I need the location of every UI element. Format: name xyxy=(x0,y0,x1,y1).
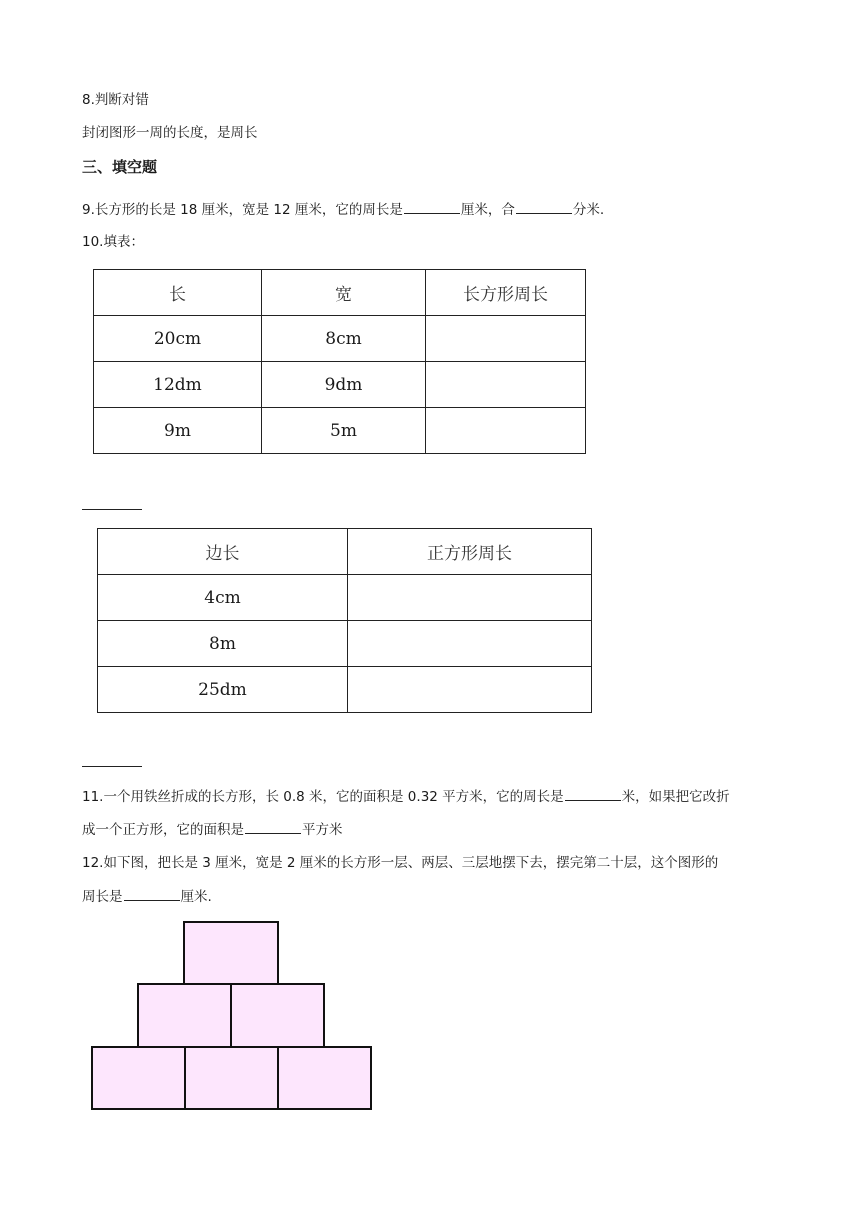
question-9-text-c: 分米. xyxy=(572,202,605,218)
table-header: 长方形周长 xyxy=(426,270,586,316)
question-11-text-c: 成一个正方形，它的面积是 xyxy=(82,822,244,838)
question-11-line-2 xyxy=(82,819,343,840)
table-cell: 12dm xyxy=(94,362,262,408)
stacked-rectangles-figure xyxy=(90,920,375,1112)
answer-cell[interactable] xyxy=(348,667,592,713)
answer-cell[interactable] xyxy=(426,408,586,454)
question-11-text-a: 11.一个用铁丝折成的长方形，长 0.8 米，它的面积是 0.32 平方米，它的周长是 xyxy=(82,789,564,805)
rectangle-block xyxy=(92,1047,185,1109)
answer-blank[interactable] xyxy=(124,886,180,901)
question-12-text-b: 厘米. xyxy=(180,889,212,905)
square-perimeter-table xyxy=(97,528,592,713)
question-9-text-b: 厘米，合 xyxy=(460,202,515,218)
rectangle-block xyxy=(231,984,324,1047)
table-cell: 20cm xyxy=(94,316,262,362)
answer-cell[interactable] xyxy=(426,362,586,408)
answer-line[interactable] xyxy=(82,766,142,767)
rectangle-block xyxy=(138,984,231,1047)
table-cell: 9dm xyxy=(262,362,426,408)
rectangle-block xyxy=(184,922,278,984)
answer-line[interactable] xyxy=(82,509,142,510)
question-12-text-a: 周长是 xyxy=(82,889,123,905)
question-9 xyxy=(82,199,604,220)
question-8-title: 8.判断对错 xyxy=(82,92,149,108)
answer-blank[interactable] xyxy=(404,199,460,214)
answer-blank[interactable] xyxy=(565,786,621,801)
question-9-text-a: 9.长方形的长是 18 厘米，宽是 12 厘米，它的周长是 xyxy=(82,202,403,218)
rectangle-perimeter-table xyxy=(93,269,586,454)
rectangle-block xyxy=(278,1047,371,1109)
question-10-title: 10.填表： xyxy=(82,234,144,250)
rectangle-block xyxy=(185,1047,278,1109)
question-11-text-d: 平方米 xyxy=(302,822,343,838)
table-cell: 25dm xyxy=(98,667,348,713)
table-header: 宽 xyxy=(262,270,426,316)
question-11-text-b: 米，如果把它改折 xyxy=(621,789,730,805)
answer-blank[interactable] xyxy=(245,819,301,834)
table-cell: 4cm xyxy=(98,575,348,621)
question-11-line-1 xyxy=(82,786,730,807)
answer-cell[interactable] xyxy=(348,575,592,621)
table-cell: 5m xyxy=(262,408,426,454)
answer-blank[interactable] xyxy=(516,199,572,214)
answer-cell[interactable] xyxy=(348,621,592,667)
table-header: 长 xyxy=(94,270,262,316)
question-12-line-1: 12.如下图，把长是 3 厘米，宽是 2 厘米的长方形一层、两层、三层地摆下去，摆完第二十层，这个图形的 xyxy=(82,855,719,871)
question-12-line-2 xyxy=(82,886,212,907)
table-cell: 8m xyxy=(98,621,348,667)
table-cell: 8cm xyxy=(262,316,426,362)
table-header: 边长 xyxy=(98,529,348,575)
answer-cell[interactable] xyxy=(426,316,586,362)
question-8-statement: 封闭图形一周的长度，是周长 xyxy=(82,125,258,141)
section-heading-fill-blank: 三、填空题 xyxy=(82,158,158,176)
table-header: 正方形周长 xyxy=(348,529,592,575)
table-cell: 9m xyxy=(94,408,262,454)
